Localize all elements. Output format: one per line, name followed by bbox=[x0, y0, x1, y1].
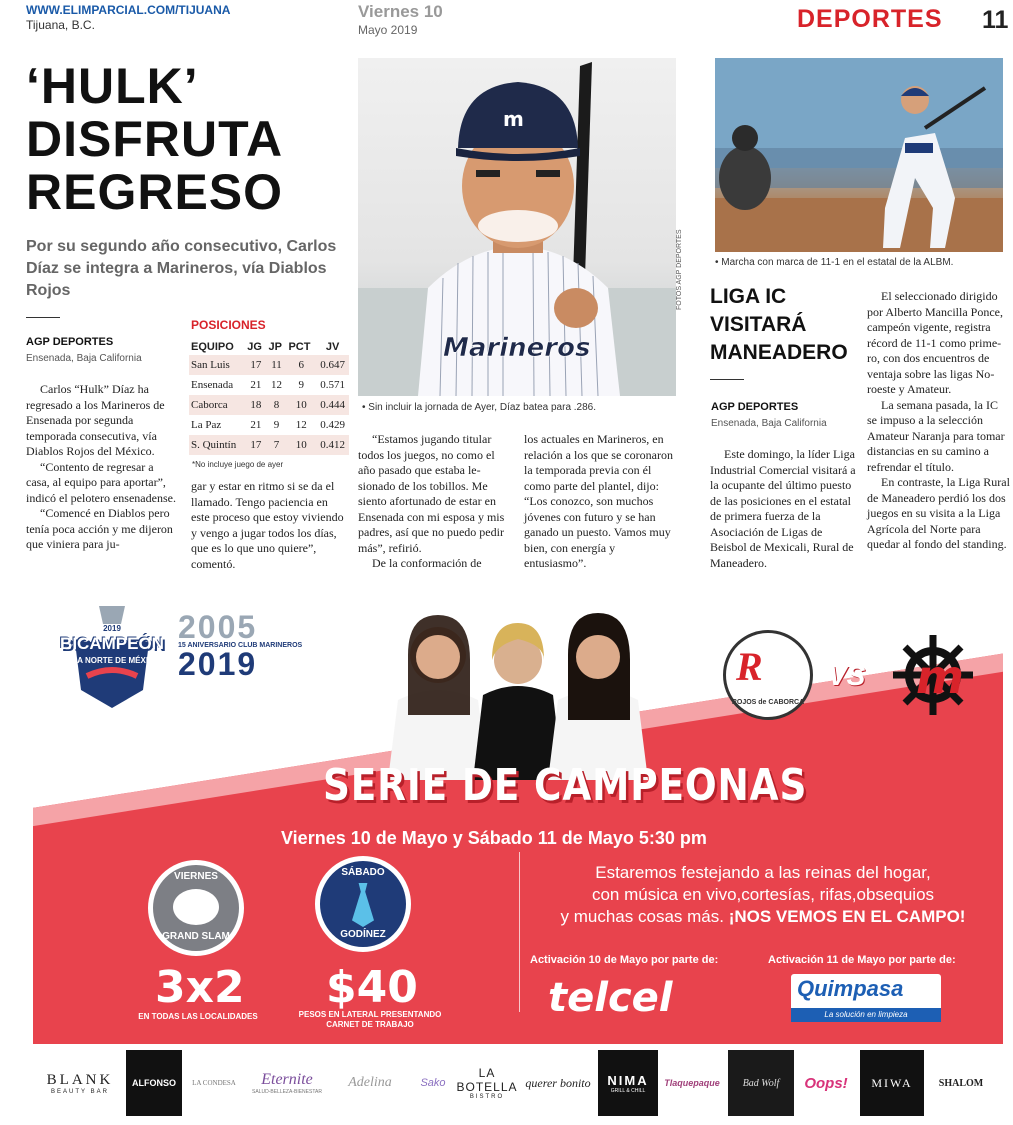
article2-column-2 bbox=[867, 289, 1010, 553]
standings-note: *No incluye juego de ayer bbox=[192, 460, 284, 469]
pct-cell: 9 bbox=[298, 379, 305, 391]
dateline: Ensenada, Baja California bbox=[26, 353, 142, 364]
table-row bbox=[189, 375, 349, 395]
secondary-headline-line-3: MANEADERO bbox=[710, 341, 848, 364]
article-column-2 bbox=[191, 479, 349, 572]
sponsor-blank[interactable] bbox=[36, 1050, 124, 1116]
team-cell: San Luis bbox=[189, 355, 245, 375]
svg-text:Marineros: Marineros bbox=[443, 333, 591, 363]
sponsor-condesa[interactable]: LA CONDESA bbox=[192, 1079, 236, 1087]
pct-cell: 10 bbox=[286, 395, 316, 415]
ad-dates: Viernes 10 de Mayo y Sábado 11 de Mayo 5:30 pm bbox=[281, 828, 707, 848]
ad-message bbox=[533, 862, 993, 928]
ad-message-line-1: Estaremos festejando a las reinas del hogar, bbox=[595, 863, 931, 882]
sponsor-name: NIMA bbox=[607, 1072, 649, 1088]
paragraph: “Comencé en Diablos pero tenía poca acción y me dijeron que viniera para ju- bbox=[26, 506, 173, 551]
jp-cell: 8 bbox=[267, 395, 287, 415]
badge-day: VIERNES bbox=[174, 871, 218, 882]
sponsor-alfonso[interactable]: ALFONSO bbox=[126, 1050, 182, 1116]
sponsor-badwolf[interactable]: Bad Wolf bbox=[728, 1050, 794, 1116]
header-cell: EQUIPO bbox=[191, 340, 234, 353]
marineros-logo bbox=[888, 625, 988, 725]
quimpasa-logo bbox=[791, 974, 941, 1022]
versus-label: VS bbox=[828, 660, 866, 691]
ad-title: SERIE DE CAMPEONAS bbox=[323, 760, 808, 811]
bicampeon-badge bbox=[47, 604, 177, 710]
byline-rule bbox=[710, 379, 744, 380]
paragraph: “Contento de regresar a casa, al equipo para aportar”, indicó el pelotero ensenadense. bbox=[26, 459, 176, 505]
sponsor-shalom[interactable]: SHALOM bbox=[938, 1077, 984, 1089]
jg-cell: 21 bbox=[250, 419, 262, 431]
standings-table bbox=[189, 338, 349, 455]
article-column-3 bbox=[358, 432, 508, 572]
standings-header-row bbox=[189, 338, 349, 355]
player-photo bbox=[358, 58, 676, 396]
dateline: Ensenada, Baja California bbox=[711, 418, 827, 429]
jp-cell: 7 bbox=[267, 435, 287, 455]
jg-cell: 17 bbox=[245, 435, 266, 455]
women-illustration bbox=[378, 605, 658, 780]
pct-cell: 12 bbox=[295, 419, 307, 431]
table-row bbox=[189, 415, 349, 435]
jg-cell: 17 bbox=[245, 355, 266, 375]
sponsor-sub: SALUD-BELLEZA-BIENESTAR bbox=[252, 1089, 322, 1095]
table-row bbox=[189, 355, 349, 375]
paragraph: La semana pasada, la IC se impuso a la selección Amateur Naranja para tomar distancias en su camino a refrendar el título. bbox=[867, 397, 1005, 474]
quimpasa-tagline: La solución en limpieza bbox=[791, 1008, 941, 1022]
bicampeon-label: BICAMPEÓN bbox=[60, 634, 164, 653]
promo-price-1: 3x2 bbox=[155, 962, 245, 1013]
issue-day: Viernes 10 bbox=[358, 2, 443, 21]
byline-rule bbox=[26, 317, 60, 318]
sponsor-sub: BEAUTY BAR bbox=[51, 1088, 109, 1095]
photo-caption: • Sin incluir la jornada de Ayer, Díaz batea para .286. bbox=[362, 402, 597, 413]
deck: Por su segundo año consecutivo, Carlos Díaz se integra a Marineros, vía Diablos Rojos bbox=[26, 238, 337, 299]
badge-name: GRAND SLAM bbox=[162, 931, 230, 942]
table-row bbox=[189, 435, 349, 455]
sponsor-tlaquepaque[interactable]: Tlaquepaque bbox=[664, 1078, 720, 1088]
game-action-illustration bbox=[715, 58, 1003, 252]
anniversary-start-year: 2005 bbox=[178, 609, 258, 645]
pct-cell: 10 bbox=[286, 435, 316, 455]
player-illustration bbox=[358, 58, 676, 396]
headline-line-3: REGRESO bbox=[26, 164, 284, 220]
promo-note-1: EN TODAS LAS LOCALIDADES bbox=[138, 1012, 258, 1021]
anniversary-logo bbox=[178, 609, 318, 682]
sponsor-adelina[interactable]: Adelina bbox=[348, 1075, 392, 1090]
table-row bbox=[189, 395, 349, 415]
sponsor-sub: BISTRO bbox=[469, 1094, 505, 1100]
jp-cell: 11 bbox=[267, 355, 287, 375]
promo-photo bbox=[378, 605, 658, 780]
site-url[interactable]: WWW.ELIMPARCIAL.COM/TIJUANA bbox=[26, 3, 231, 17]
header-cell: JP bbox=[268, 340, 282, 353]
caborca-label: ROJOS de CABORCA bbox=[731, 699, 805, 706]
jv-cell: 0.647 bbox=[316, 355, 349, 375]
sponsor-eternite[interactable] bbox=[246, 1050, 328, 1116]
svg-text:m: m bbox=[503, 107, 524, 131]
section-title: DEPORTES bbox=[797, 5, 943, 33]
sponsor-miwa[interactable]: MIWA bbox=[860, 1050, 924, 1116]
header-cell: JV bbox=[325, 340, 340, 353]
secondary-headline-line-1: LIGA IC bbox=[710, 285, 787, 308]
byline: AGP DEPORTES bbox=[711, 401, 799, 413]
team-cell: La Paz bbox=[191, 419, 222, 431]
article-column-4 bbox=[524, 432, 676, 572]
sponsor-nima[interactable] bbox=[598, 1050, 658, 1116]
sponsor-oops[interactable]: Oops! bbox=[804, 1074, 848, 1092]
header-cell: JG bbox=[247, 340, 262, 353]
sponsor-sako[interactable]: Sako bbox=[420, 1077, 446, 1089]
photo-credit: FOTOS AGP DEPORTES bbox=[676, 229, 683, 310]
pct-cell: 6 bbox=[286, 355, 316, 375]
sponsor-querer[interactable]: querer bonito bbox=[525, 1075, 591, 1090]
anniversary-text: 15 ANIVERSARIO CLUB MARINEROS bbox=[178, 642, 303, 649]
marineros-helm-icon bbox=[888, 625, 988, 725]
sponsor-name: LA BOTELLA bbox=[456, 1066, 518, 1094]
ad-message-cta: ¡NOS VEMOS EN EL CAMPO! bbox=[728, 907, 966, 926]
caborca-logo: R ROJOS de CABORCA bbox=[723, 630, 813, 720]
paragraph: De la conformación de bbox=[372, 556, 482, 570]
jv-cell: 0.429 bbox=[320, 419, 345, 431]
promo-note-2-line-2: CARNET DE TRABAJO bbox=[326, 1020, 414, 1029]
badge-name: GODÍNEZ bbox=[340, 929, 386, 940]
ad-divider bbox=[519, 852, 520, 1012]
godinez-badge bbox=[315, 856, 411, 952]
byline: AGP DEPORTES bbox=[26, 336, 114, 348]
activation-2: Activación 11 de Mayo por parte de: bbox=[768, 954, 956, 966]
jv-cell: 0.571 bbox=[320, 379, 345, 391]
advertisement[interactable] bbox=[33, 590, 1003, 1044]
headline-line-1: ‘HULK’ bbox=[26, 58, 199, 114]
activation-1: Activación 10 de Mayo por parte de: bbox=[530, 954, 719, 966]
jg-cell: 21 bbox=[250, 379, 262, 391]
baseball-icon bbox=[173, 889, 219, 925]
jv-cell: 0.412 bbox=[316, 435, 349, 455]
headline bbox=[26, 60, 346, 219]
sponsor-name: BLANK bbox=[46, 1071, 114, 1088]
grand-slam-badge bbox=[148, 860, 244, 956]
paragraph: Carlos “Hulk” Díaz ha regresado a los Marineros de Ensenada por segunda temporada consecutiva, vía Diablos Rojos del México. bbox=[26, 382, 165, 458]
standings-title: POSICIONES bbox=[191, 318, 266, 332]
team-cell: Ensenada bbox=[191, 379, 234, 391]
secondary-headline bbox=[710, 283, 870, 367]
ad-message-line-3: y muchas cosas más. bbox=[560, 907, 724, 926]
sponsor-botella[interactable] bbox=[456, 1050, 518, 1116]
headline-line-2: DISFRUTA bbox=[26, 111, 284, 167]
necktie-icon bbox=[352, 883, 374, 927]
issue-month-year: Mayo 2019 bbox=[358, 23, 418, 37]
team-cell: S. Quintín bbox=[189, 435, 245, 455]
jv-cell: 0.444 bbox=[316, 395, 349, 415]
quimpasa-name: Quimpasa bbox=[797, 976, 904, 1001]
ad-message-line-2: con música en vivo,cortesías, rifas,obsequios bbox=[591, 885, 935, 904]
sponsor-sub: GRILL & CHILL bbox=[610, 1087, 646, 1094]
team-cell: Caborca bbox=[189, 395, 245, 415]
paragraph: “Estamos jugando titular todos los juegos, no como el año pasado que estaba lesionado de los tobillos. Me siento afortunado de estar en Ensenada con mi esposa y mis padres, así que no puedo pedir más”, refirió. bbox=[358, 432, 505, 555]
badge-year: 2019 bbox=[103, 624, 121, 633]
jp-cell: 12 bbox=[271, 379, 282, 391]
svg-text:m: m bbox=[916, 650, 964, 704]
article2-column-1 bbox=[710, 447, 856, 571]
paragraph: El seleccionado dirigido por Alberto Mancilla Ponce, campeón vigente, registra récord de 11-1 como primero, con dos encuentros de ventaja sobre las ligas Noroeste y Amateur. bbox=[867, 289, 1003, 396]
jg-cell: 18 bbox=[245, 395, 266, 415]
page-number: 11 bbox=[982, 6, 1009, 34]
site-city: Tijuana, B.C. bbox=[26, 18, 95, 32]
badge-day: SÁBADO bbox=[341, 867, 385, 878]
jp-cell: 9 bbox=[273, 419, 280, 431]
liga-label: LIGA NORTE DE MÉXICO bbox=[63, 656, 161, 665]
game-action-photo bbox=[715, 58, 1003, 252]
paragraph: En contraste, la Liga Rural de Maneadero perdió los dos juegos en su visita a la Liga Agrícola del Norte para quedar al fondo del standing. bbox=[867, 475, 1010, 551]
promo-note-2-line-1: PESOS EN LATERAL PRESENTANDO bbox=[298, 1010, 442, 1019]
header-cell: PCT bbox=[288, 340, 311, 353]
promo-price-2: $40 bbox=[326, 962, 418, 1013]
paragraph: Este domingo, la líder Liga Industrial Comercial visitará a la ocupante del último puesto de las posiciones en el estatal de primera fuerza de la Asociación de Ligas de Beisbol de Mexicali, Rural de Maneadero. bbox=[710, 447, 856, 570]
secondary-headline-line-2: VISITARÁ bbox=[710, 313, 807, 336]
sponsor-name: Eternite bbox=[261, 1071, 313, 1088]
photo-caption: • Marcha con marca de 11-1 en el estatal de la ALBM. bbox=[715, 257, 954, 268]
telcel-logo: telcel bbox=[548, 975, 673, 1021]
paragraph: los actuales en Marineros, en relación a los que se coronaron la temporada previa con él como parte del plantel, dijo: “Los conozco, son muchos jóvenes con futuro y se han ganado un puesto. Vamos muy bien, con energía y entusiasmo”. bbox=[524, 432, 673, 570]
anniversary-end-year: 2019 bbox=[178, 646, 258, 682]
article-column-1 bbox=[26, 382, 176, 553]
promo-note-2 bbox=[295, 1010, 445, 1030]
paragraph: gar y estar en ritmo si se da el llamado. Tengo paciencia en este proceso que estoy viviendo y vengo a jugar todos los días, que es lo que uno quiere”, comentó. bbox=[191, 479, 344, 571]
